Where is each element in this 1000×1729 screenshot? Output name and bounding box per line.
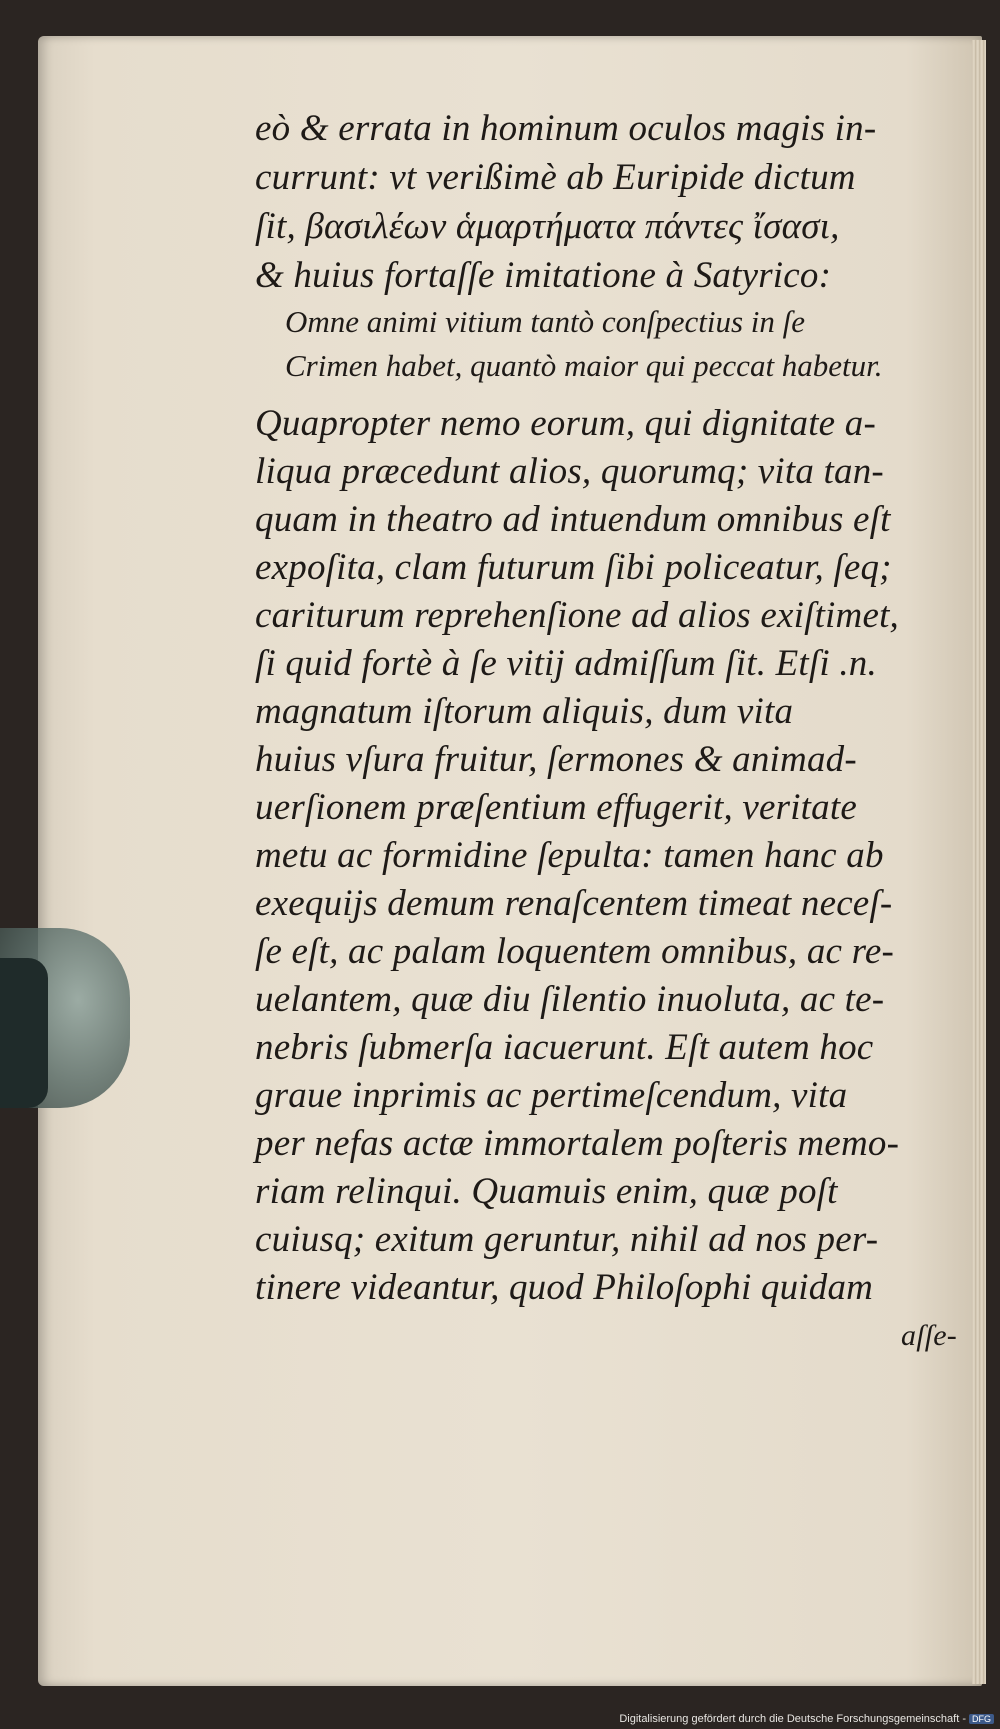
- text-line: liqua præcedunt alios, quorumq; vita tan-: [255, 451, 884, 492]
- text-line: ſe eſt, ac palam loquentem omnibus, ac re-: [255, 931, 894, 972]
- text-line: tinere videantur, quod Philoſophi quidam: [255, 1267, 874, 1308]
- text-line: magnatum iſtorum aliquis, dum vita: [255, 691, 794, 732]
- text-line: Quapropter nemo eorum, qui dignitate a-: [255, 403, 876, 444]
- text-line: riam relinqui. Quamuis enim, quæ poſt: [255, 1171, 838, 1212]
- quote-line: Omne animi vitium tantò conſpectius in ſe: [285, 304, 806, 339]
- text-line: ſi quid fortè à ſe vitij admiſſum ſit. Etſi .n.: [255, 643, 877, 684]
- footer-text: Digitalisierung gefördert durch die Deutsche Forschungsgemeinschaft -: [619, 1713, 966, 1725]
- text-line: cuiusq; exitum geruntur, nihil ad nos per-: [255, 1219, 879, 1260]
- text-line: huius vſura fruitur, ſermones & animad-: [255, 739, 857, 780]
- text-line: per nefas actæ immortalem poſteris memo-: [255, 1123, 900, 1164]
- text-line: quam in theatro ad intuendum omnibus eſt: [255, 499, 891, 540]
- page-text: [255, 104, 975, 1360]
- catchword: aſſe-: [901, 1319, 957, 1352]
- text-line: uelantem, quæ diu ſilentio inuoluta, ac te-: [255, 979, 885, 1020]
- text-line: expoſita, clam futurum ſibi policeatur, ſeq;: [255, 547, 892, 588]
- text-line: currunt: vt verißimè ab Euripide dictum: [255, 157, 856, 198]
- text-line: eò & errata in hominum oculos magis in-: [255, 108, 877, 149]
- page-clip-shadow: [0, 958, 48, 1108]
- text-line: metu ac formidine ſepulta: tamen hanc ab: [255, 835, 884, 876]
- text-line: graue inprimis ac pertimeſcendum, vita: [255, 1075, 848, 1116]
- text-line: nebris ſubmerſa iacuerunt. Eſt autem hoc: [255, 1027, 874, 1068]
- text-line: cariturum reprehenſione ad alios exiſtimet,: [255, 595, 899, 636]
- dfg-logo-icon: DFG: [969, 1714, 994, 1724]
- quote-line: Crimen habet, quantò maior qui peccat habetur.: [285, 348, 883, 383]
- footer-credit: [619, 1713, 994, 1725]
- text-line: uerſionem præſentium effugerit, veritate: [255, 787, 857, 828]
- text-line: & huius fortaſſe imitatione à Satyrico:: [255, 255, 832, 296]
- text-line: ſit, βασιλέων ἁμαρτήματα πάντες ἴσασι,: [255, 206, 840, 247]
- text-line: exequijs demum renaſcentem timeat neceſ-: [255, 883, 893, 924]
